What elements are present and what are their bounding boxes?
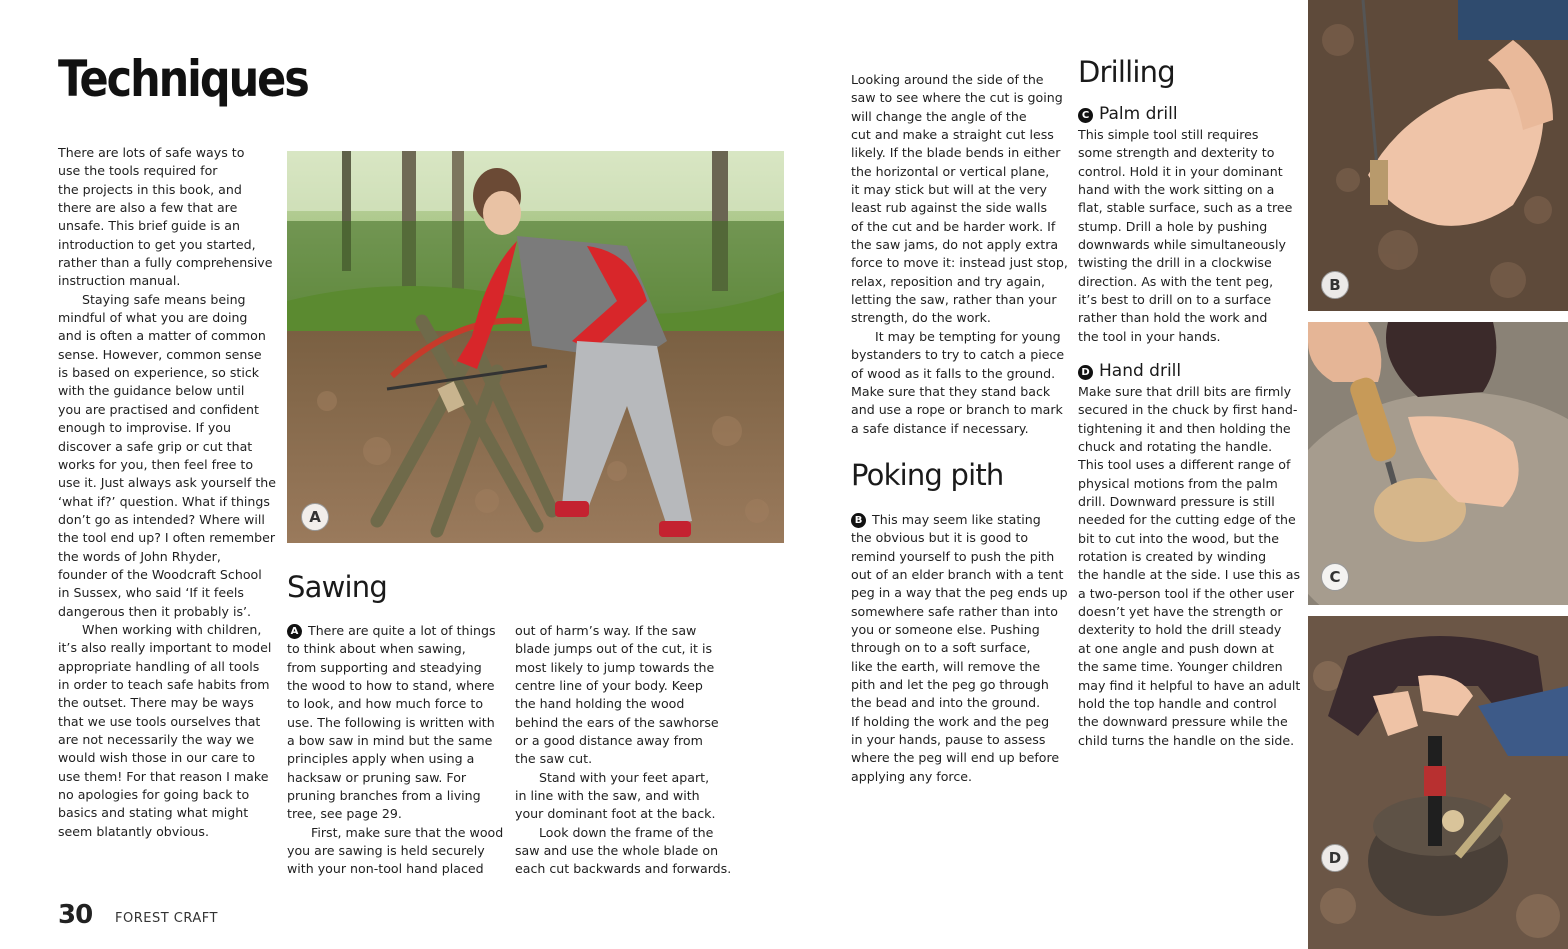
text-line (287, 714, 502, 732)
text-line (851, 309, 1066, 327)
text-line-content: where the peg will end up before (851, 750, 1060, 766)
text-line (287, 677, 502, 695)
text-line (58, 804, 273, 822)
text-line (58, 456, 273, 474)
text-line-content: introduction to get you started, (58, 236, 256, 252)
text-line-content: There are lots of safe ways to (58, 145, 245, 160)
text-line-content: dangerous then it probably is’. (58, 603, 252, 619)
text-line-content: use the tools required for (58, 163, 218, 179)
text-line (287, 695, 502, 713)
text-line-content: the saw jams, do not apply extra (851, 237, 1059, 253)
text-line (58, 162, 273, 180)
text-line (287, 750, 502, 768)
text-line-content: that we use tools ourselves that (58, 713, 261, 729)
hand-drill-subheading (1078, 361, 1181, 381)
text-line (1078, 640, 1293, 658)
text-line (515, 842, 730, 860)
text-line-content: This tool uses a different range of (1078, 457, 1291, 473)
text-line (851, 291, 1066, 309)
text-line (58, 639, 273, 657)
text-line (1078, 511, 1296, 529)
text-line (58, 548, 273, 566)
text-line (58, 658, 273, 676)
text-line-content: enough to improvise. If you (58, 420, 231, 436)
text-line (287, 659, 502, 677)
text-line-content: the hand holding the wood (515, 696, 685, 712)
text-line-content: a safe distance if necessary. (851, 420, 1029, 436)
text-line (58, 364, 273, 382)
text-line (287, 769, 502, 787)
page-number: 30 (58, 900, 93, 930)
text-line (515, 750, 730, 768)
text-line-content: founder of the Woodcraft School (58, 566, 262, 582)
text-line-content: of the cut and be harder work. If (851, 218, 1056, 234)
text-line (58, 346, 273, 364)
text-line-content: in Sussex, who said ‘If it feels (58, 585, 244, 601)
text-line (1078, 144, 1293, 162)
text-line-content: a bow saw in mind but the same (287, 733, 493, 749)
text-line-content: discover a safe grip or cut that (58, 438, 253, 454)
text-line-content: instruction manual. (58, 273, 181, 289)
text-line (1078, 126, 1293, 144)
text-line-content: Staying safe means being (82, 291, 246, 307)
text-line (1078, 438, 1293, 456)
sawing-col2 (515, 622, 730, 879)
text-line-content: don’t go as intended? Where will (58, 511, 265, 527)
palm-drill-subheading (1078, 104, 1178, 124)
text-line (515, 622, 730, 640)
text-line-content: the words of John Rhyder, (58, 548, 221, 564)
text-line-content: out of harm’s way. If the saw (515, 623, 697, 638)
text-line-content: force to move it: instead just stop, (851, 255, 1068, 271)
text-line (515, 714, 730, 732)
text-line (1078, 548, 1293, 566)
section-badge: B (851, 513, 866, 528)
text-line (851, 768, 1066, 786)
text-line-content: child turns the handle on the side. (1078, 732, 1295, 748)
text-line (58, 529, 276, 547)
poking-pith-text (851, 511, 1066, 786)
intro-text (58, 144, 276, 841)
text-line (58, 199, 273, 217)
text-line (1078, 493, 1293, 511)
text-line (287, 824, 502, 842)
text-line-content: tightening it and then holding the (1078, 420, 1291, 436)
text-line-content: chuck and rotating the handle. (1078, 439, 1273, 455)
text-line (1078, 530, 1293, 548)
text-line-content: strength, do the work. (851, 310, 991, 326)
text-line (851, 71, 1066, 89)
text-line (1078, 236, 1293, 254)
photo-two-person-drill (1308, 616, 1568, 949)
text-line (287, 732, 502, 750)
text-line-content: twisting the drill in a clockwise (1078, 255, 1272, 271)
text-line-content: direction. As with the tent peg, (1078, 273, 1274, 289)
text-line-content: the tool in your hands. (1078, 328, 1221, 344)
text-line (1078, 163, 1293, 181)
text-line-content: you are practised and confident (58, 401, 259, 417)
text-line-content: the obvious but it is good to (851, 530, 1029, 546)
text-line-content: it’s also really important to model (58, 640, 272, 656)
section-badge: A (287, 624, 302, 639)
text-line-content: somewhere safe rather than into (851, 603, 1058, 619)
text-line-content: hacksaw or pruning saw. For (287, 769, 467, 785)
text-line-content: with your non-tool hand placed (287, 861, 484, 877)
text-line (1078, 181, 1293, 199)
text-line (1078, 566, 1301, 584)
text-line-content: will change the angle of the (851, 108, 1027, 124)
text-line-content: rather than hold the work and (1078, 310, 1268, 326)
text-line-content: there are also a few that are (58, 200, 238, 216)
text-line-content: remind yourself to push the pith (851, 548, 1055, 564)
text-line (287, 787, 502, 805)
text-line (287, 805, 502, 823)
text-line (851, 89, 1066, 107)
text-line-content: are not necessarily the way we (58, 732, 255, 747)
drilling-heading: Drilling (1078, 55, 1175, 89)
text-line (851, 713, 1066, 731)
text-line (1078, 585, 1293, 603)
text-line (58, 438, 273, 456)
text-line-content: behind the ears of the sawhorse (515, 714, 719, 730)
page-title: Techniques (58, 50, 308, 108)
text-line-content: most likely to jump towards the (515, 659, 715, 675)
text-line (851, 328, 1066, 346)
text-line (851, 199, 1066, 217)
text-line (58, 236, 273, 254)
text-line-content: downwards while simultaneously (1078, 237, 1286, 253)
text-line (58, 786, 273, 804)
text-line-content: seem blatantly obvious. (58, 823, 209, 839)
text-line-content: in your hands, pause to assess (851, 732, 1046, 748)
text-line (58, 272, 273, 290)
text-line-content: like the earth, will remove the (851, 658, 1041, 674)
text-line-content: likely. If the blade bends in either (851, 145, 1061, 161)
text-line (1078, 218, 1293, 236)
text-line-content: bit to cut into the wood, but the (1078, 530, 1280, 546)
text-line-content: unsafe. This brief guide is an (58, 218, 241, 234)
text-line (851, 639, 1066, 657)
text-line (1078, 732, 1293, 750)
text-line (58, 584, 273, 602)
text-line-content: ‘what if?’ question. What if things (58, 493, 270, 509)
text-line-content: hold the top handle and control (1078, 695, 1277, 711)
photo-sawing (287, 151, 784, 543)
text-line (1078, 401, 1298, 419)
photo-label-d: D (1321, 844, 1349, 872)
badge-d: D (1078, 365, 1093, 380)
text-line (851, 401, 1066, 419)
text-line (851, 163, 1066, 181)
poking-pith-heading: Poking pith (851, 458, 1004, 492)
text-line (851, 273, 1066, 291)
book-title: FOREST CRAFT (115, 911, 218, 926)
text-line (1078, 695, 1293, 713)
text-line-content: or a good distance away from (515, 733, 703, 749)
sawing-heading: Sawing (287, 570, 387, 604)
text-line (58, 254, 273, 272)
hand-drill-text (1078, 383, 1301, 750)
badge-c: C (1078, 108, 1093, 123)
text-line (851, 126, 1066, 144)
text-line (1078, 273, 1293, 291)
text-line-content: use them! For that reason I make (58, 768, 269, 784)
text-line-content: flat, stable surface, such as a tree (1078, 200, 1293, 216)
photo-label-b: B (1321, 271, 1349, 299)
photo-label-a: A (301, 503, 329, 531)
text-line (58, 621, 273, 639)
text-line-content: to think about when sawing, (287, 641, 466, 657)
text-line-content: the bead and into the ground. (851, 695, 1041, 711)
text-line-content: doesn’t yet have the strength or (1078, 604, 1283, 620)
text-line-content: There are quite a lot of things (308, 623, 496, 638)
text-line (851, 218, 1066, 236)
text-line-content: may find it helpful to have an adult (1078, 677, 1301, 693)
text-line-content: Look down the frame of the (539, 824, 714, 840)
text-line (1078, 420, 1293, 438)
text-line (515, 824, 730, 842)
text-line (1078, 677, 1301, 695)
text-line-content: and use a rope or branch to mark (851, 402, 1063, 418)
photo-two-person-drill-image (1308, 616, 1568, 949)
text-line-content: relax, reposition and try again, (851, 273, 1046, 289)
text-line-content: First, make sure that the wood (311, 824, 504, 840)
text-line (58, 731, 273, 749)
photo-label-c: C (1321, 563, 1349, 591)
text-line-content: Looking around the side of the (851, 72, 1044, 87)
text-line-content: the saw cut. (515, 751, 593, 767)
text-line (58, 327, 273, 345)
text-line (58, 401, 273, 419)
photo-palm-drill-image (1308, 0, 1568, 311)
text-line (851, 346, 1066, 364)
text-line-content: basics and stating what might (58, 805, 249, 821)
text-line (1078, 199, 1293, 217)
text-line (58, 694, 273, 712)
text-line (851, 511, 1066, 529)
palm-drill-text (1078, 126, 1293, 346)
text-line-content: would wish those in our care to (58, 750, 256, 766)
text-line-content: sense. However, common sense (58, 346, 262, 362)
text-line (287, 860, 502, 878)
text-line-content: to look, and how much force to (287, 696, 484, 712)
text-line-content: pith and let the peg go through (851, 677, 1049, 693)
text-line-content: you or someone else. Pushing (851, 622, 1040, 638)
text-line (515, 860, 730, 878)
text-line-content: in order to teach safe habits from (58, 676, 270, 692)
text-line (1078, 291, 1293, 309)
text-line-content: mindful of what you are doing (58, 310, 248, 326)
text-line-content: the downward pressure while the (1078, 714, 1288, 730)
text-line-content: It may be tempting for young (875, 328, 1061, 344)
text-line (851, 658, 1066, 676)
text-line-content: This may seem like stating (872, 512, 1041, 527)
text-line (58, 511, 273, 529)
text-line (58, 181, 273, 199)
text-line (58, 382, 273, 400)
text-line (1078, 603, 1293, 621)
text-line (1078, 713, 1293, 731)
text-line (58, 291, 273, 309)
text-line (515, 732, 730, 750)
text-line-content: physical motions from the palm (1078, 475, 1278, 491)
sawing-col3 (851, 71, 1066, 438)
text-line-content: some strength and dexterity to (1078, 145, 1275, 161)
text-line (851, 420, 1066, 438)
text-line (851, 254, 1066, 272)
text-line-content: This simple tool still requires (1078, 127, 1259, 142)
text-line (58, 419, 273, 437)
palm-drill-title: Palm drill (1099, 104, 1178, 124)
text-line (515, 769, 730, 787)
text-line (851, 108, 1066, 126)
text-line (851, 584, 1066, 602)
text-line-content: least rub against the side walls (851, 200, 1048, 216)
text-line (58, 603, 273, 621)
text-line-content: saw to see where the cut is going (851, 90, 1063, 106)
text-line-content: no apologies for going back to (58, 787, 250, 803)
text-line-content: use. The following is written with (287, 714, 495, 730)
text-line (58, 749, 273, 767)
photo-hand-drill (1308, 322, 1568, 605)
text-line-content: pruning branches from a living (287, 788, 481, 804)
text-line (1078, 254, 1293, 272)
text-line-content: from supporting and steadying (287, 659, 482, 675)
text-line-content: is based on experience, so stick (58, 365, 260, 381)
text-line (515, 640, 730, 658)
text-line-content: letting the saw, rather than your (851, 292, 1057, 308)
text-line (515, 659, 730, 677)
text-line-content: use it. Just always ask yourself the (58, 475, 276, 491)
text-line-content: Stand with your feet apart, (539, 769, 710, 785)
text-line (1078, 456, 1293, 474)
text-line-content: at one angle and push down at (1078, 640, 1274, 656)
text-line (851, 181, 1066, 199)
text-line-content: blade jumps out of the cut, it is (515, 641, 713, 657)
text-line-content: out of an elder branch with a tent (851, 567, 1064, 583)
text-line-content: in line with the saw, and with (515, 788, 700, 804)
text-line-content: Make sure that they stand back (851, 383, 1051, 399)
text-line (851, 365, 1066, 383)
text-line (287, 842, 502, 860)
text-line-content: the same time. Younger children (1078, 659, 1283, 675)
photo-hand-drill-image (1308, 322, 1568, 605)
text-line (58, 713, 273, 731)
text-line-content: works for you, then feel free to (58, 456, 254, 472)
text-line-content: rotation is created by winding (1078, 549, 1267, 565)
text-line-content: of wood as it falls to the ground. (851, 365, 1056, 381)
text-line (58, 768, 273, 786)
text-line (58, 823, 273, 841)
text-line-content: stump. Drill a hole by pushing (1078, 218, 1268, 234)
text-line (851, 676, 1066, 694)
text-line-content: with the guidance below until (58, 383, 245, 399)
text-line-content: it may stick but will at the very (851, 182, 1047, 198)
photo-sawing-image (287, 151, 784, 543)
text-line-content: the projects in this book, and (58, 181, 242, 197)
text-line (851, 566, 1066, 584)
text-line (1078, 309, 1293, 327)
text-line-content: the horizontal or vertical plane, (851, 163, 1050, 179)
text-line-content: your dominant foot at the back. (515, 806, 716, 822)
text-line-content: the tool end up? I often remember (58, 530, 276, 546)
text-line-content: it’s best to drill on to a surface (1078, 292, 1272, 308)
text-line (851, 529, 1066, 547)
text-line (851, 749, 1066, 767)
text-line-content: through on to a soft surface, (851, 640, 1031, 656)
text-line (851, 548, 1066, 566)
text-line (851, 731, 1066, 749)
text-line-content: dexterity to hold the drill steady (1078, 622, 1282, 638)
text-line (1078, 621, 1293, 639)
text-line-content: rather than a fully comprehensive (58, 255, 273, 271)
text-line-content: Make sure that drill bits are firmly (1078, 384, 1292, 399)
text-line-content: centre line of your body. Keep (515, 678, 703, 694)
text-line-content: If holding the work and the peg (851, 713, 1050, 729)
text-line (58, 309, 273, 327)
text-line (1078, 658, 1293, 676)
text-line-content: a two-person tool if the other user (1078, 585, 1295, 601)
hand-drill-title: Hand drill (1099, 361, 1182, 381)
sawing-col1 (287, 622, 502, 879)
text-line-content: applying any force. (851, 768, 973, 784)
text-line-content: principles apply when using a (287, 751, 475, 767)
text-line (515, 695, 730, 713)
text-line-content: you are sawing is held securely (287, 843, 485, 859)
text-line (851, 621, 1066, 639)
text-line (851, 144, 1066, 162)
text-line-content: drill. Downward pressure is still (1078, 494, 1275, 510)
text-line-content: secured in the chuck by first hand- (1078, 402, 1298, 418)
text-line (58, 144, 273, 162)
text-line-content: and is often a matter of common (58, 328, 266, 344)
text-line-content: appropriate handling of all tools (58, 658, 260, 674)
text-line-content: saw and use the whole blade on (515, 843, 719, 859)
text-line (58, 493, 273, 511)
text-line (287, 622, 502, 640)
text-line-content: When working with children, (82, 621, 262, 637)
text-line (1078, 475, 1293, 493)
text-line (58, 566, 273, 584)
text-line-content: each cut backwards and forwards. (515, 861, 732, 877)
text-line (515, 677, 730, 695)
text-line-content: the outset. There may be ways (58, 695, 254, 711)
text-line (58, 676, 273, 694)
text-line-content: control. Hold it in your dominant (1078, 163, 1283, 179)
text-line-content: the handle at the side. I use this as (1078, 567, 1301, 583)
photo-palm-drill (1308, 0, 1568, 311)
text-line-content: tree, see page 29. (287, 806, 402, 822)
text-line-content: needed for the cutting edge of the (1078, 512, 1296, 528)
text-line-content: peg in a way that the peg ends up (851, 585, 1068, 601)
text-line (851, 694, 1066, 712)
text-line (515, 787, 730, 805)
text-line (58, 474, 276, 492)
text-line (851, 383, 1066, 401)
text-line-content: bystanders to try to catch a piece (851, 347, 1065, 363)
text-line (515, 805, 730, 823)
text-line (1078, 328, 1293, 346)
text-line (851, 236, 1066, 254)
text-line (287, 640, 502, 658)
text-line-content: cut and make a straight cut less (851, 127, 1054, 143)
text-line-content: hand with the work sitting on a (1078, 182, 1275, 198)
text-line (1078, 383, 1293, 401)
text-line (58, 217, 273, 235)
text-line (851, 603, 1066, 621)
text-line-content: the wood to how to stand, where (287, 678, 495, 694)
